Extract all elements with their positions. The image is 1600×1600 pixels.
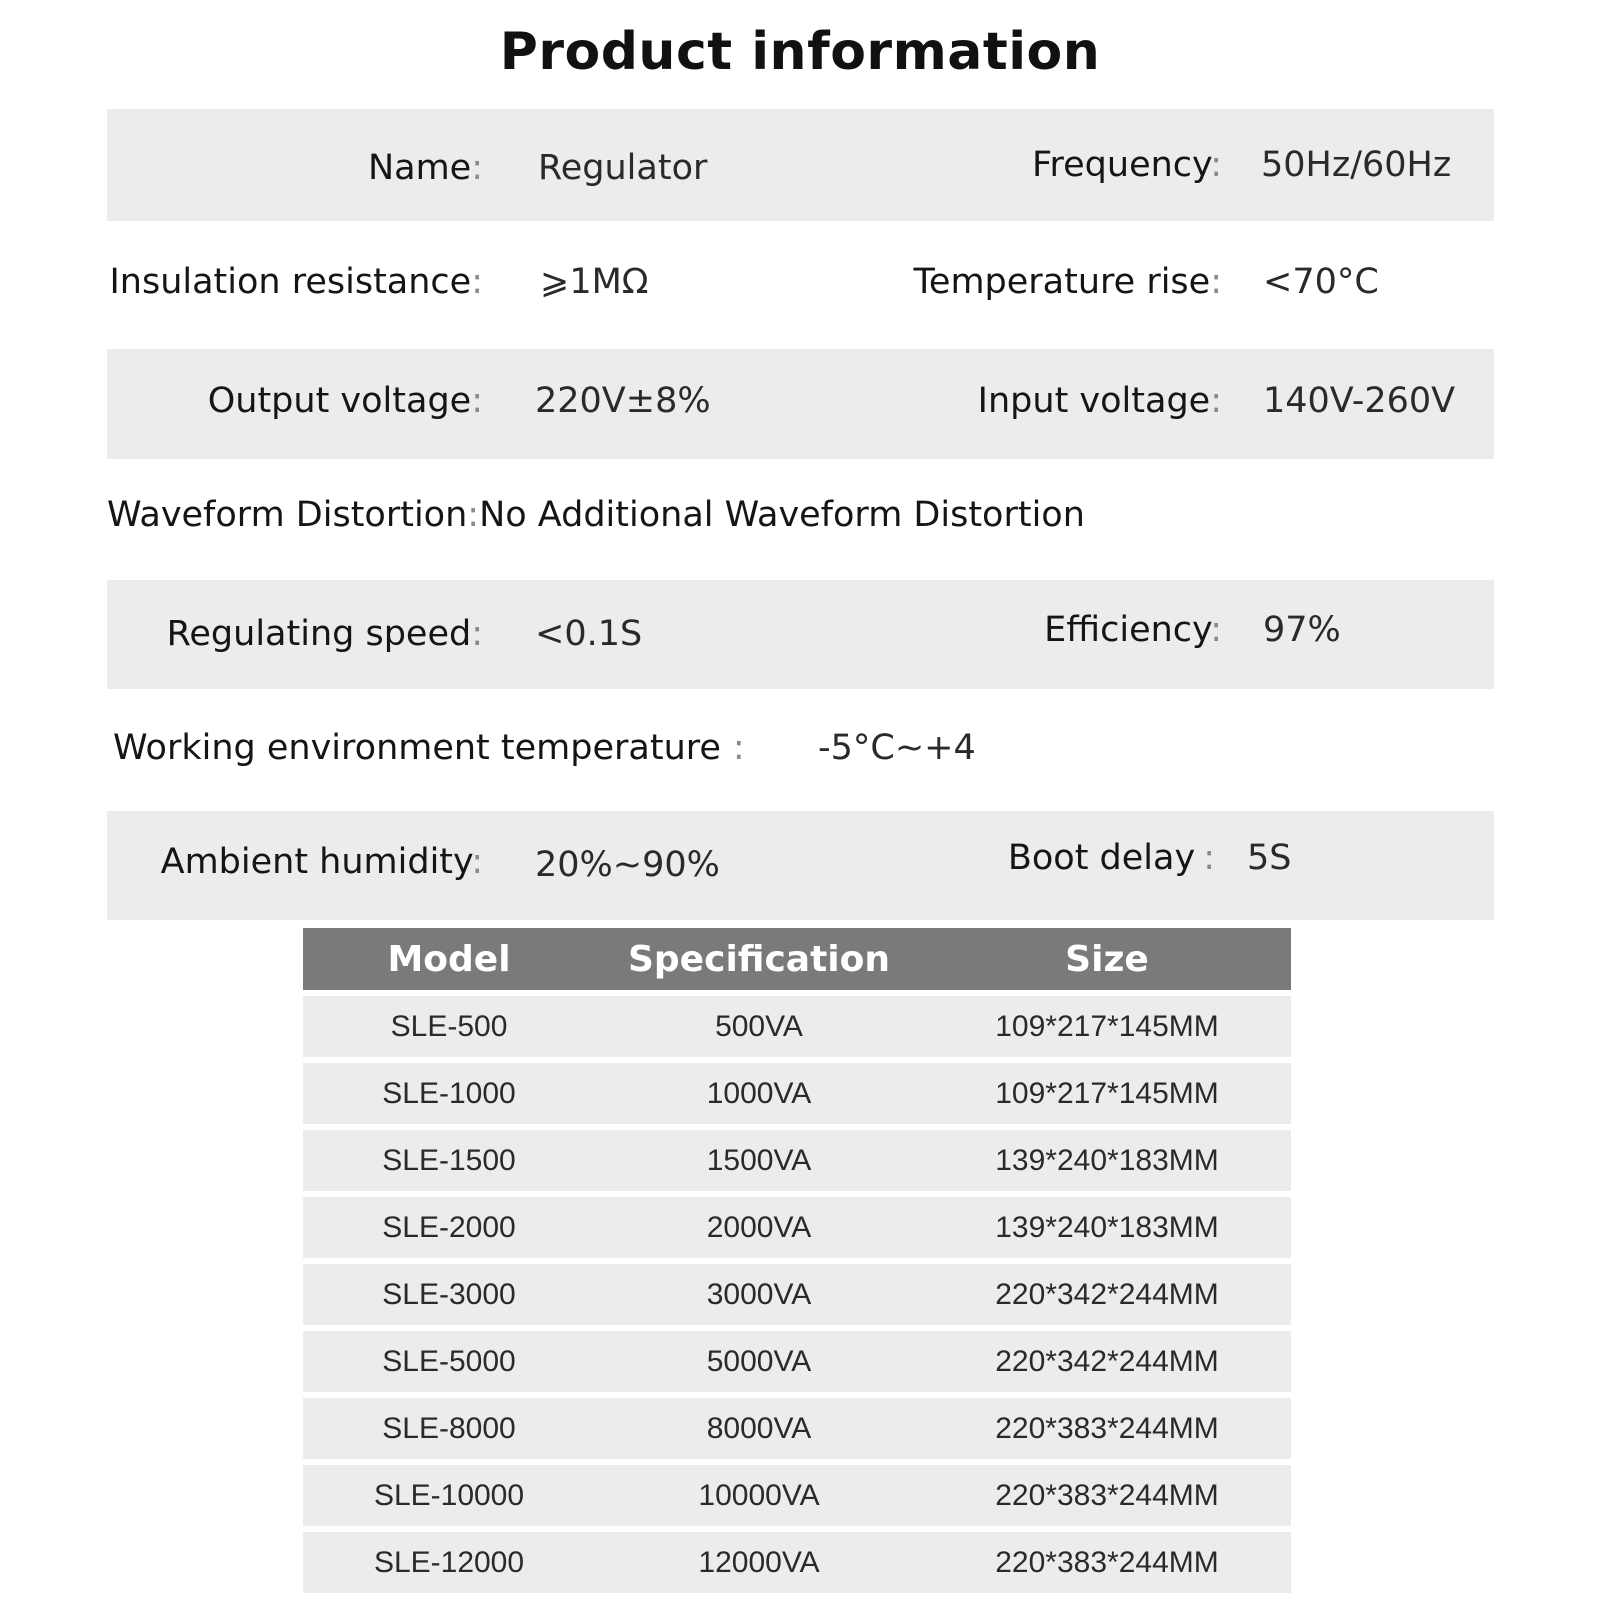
- spec-efficiency-value: 97%: [1263, 610, 1341, 650]
- spec-regulating-speed-label: Regulating speed:: [166, 614, 483, 654]
- spec-temp-rise-value: <70°C: [1263, 262, 1379, 302]
- header-model: Model: [387, 938, 511, 980]
- cell-specification: 500VA: [715, 1009, 803, 1043]
- model-table: [303, 928, 1291, 1593]
- header-size: Size: [1065, 938, 1149, 980]
- spec-humidity-label: Ambient humidity:: [160, 842, 483, 882]
- cell-model: SLE-1000: [382, 1076, 516, 1110]
- cell-specification: 12000VA: [698, 1545, 820, 1579]
- cell-specification: 1500VA: [706, 1143, 812, 1177]
- spec-insulation-value: ⩾1MΩ: [540, 262, 649, 302]
- spec-input-voltage-label: Input voltage:: [977, 381, 1222, 421]
- spec-working-temp-label: Working environment temperature :: [113, 728, 745, 768]
- table-row: [303, 1465, 1291, 1526]
- cell-model: SLE-3000: [382, 1277, 516, 1311]
- table-header: [303, 928, 1291, 990]
- spec-waveform: Waveform Distortion:No Additional Waveform Distortion: [107, 495, 1085, 535]
- table-row: [303, 1130, 1291, 1191]
- spec-name-label: Name:: [367, 148, 483, 188]
- cell-size: 220*342*244MM: [995, 1277, 1219, 1311]
- cell-model: SLE-8000: [382, 1411, 516, 1445]
- spec-humidity-value: 20%~90%: [535, 845, 720, 885]
- cell-size: 109*217*145MM: [995, 1076, 1219, 1110]
- spec-waveform-value: No Additional Waveform Distortion: [479, 495, 1085, 535]
- table-row: [303, 996, 1291, 1057]
- spec-waveform-label: Waveform Distortion: [107, 495, 468, 535]
- table-row: [303, 1264, 1291, 1325]
- cell-model: SLE-2000: [382, 1210, 516, 1244]
- spec-input-voltage-value: 140V-260V: [1263, 381, 1456, 421]
- spec-temp-rise-label: Temperature rise:: [913, 262, 1222, 302]
- cell-size: 220*342*244MM: [995, 1344, 1219, 1378]
- table-row: [303, 1197, 1291, 1258]
- table-row: [303, 1063, 1291, 1124]
- cell-specification: 8000VA: [706, 1411, 812, 1445]
- page-title: Product information: [499, 22, 1101, 82]
- cell-size: 220*383*244MM: [995, 1411, 1219, 1445]
- cell-size: 220*383*244MM: [995, 1545, 1219, 1579]
- spec-working-temp-value: -5°C~+4: [818, 728, 976, 768]
- cell-specification: 10000VA: [698, 1478, 820, 1512]
- cell-specification: 3000VA: [706, 1277, 812, 1311]
- cell-model: SLE-12000: [373, 1545, 525, 1579]
- cell-size: 139*240*183MM: [995, 1143, 1219, 1177]
- cell-model: SLE-500: [390, 1009, 508, 1043]
- spec-name-value: Regulator: [538, 148, 708, 188]
- header-specification: Specification: [627, 938, 891, 980]
- cell-size: 220*383*244MM: [995, 1478, 1219, 1512]
- cell-specification: 5000VA: [706, 1344, 812, 1378]
- spec-output-voltage-label: Output voltage:: [207, 381, 483, 421]
- spec-frequency-label: Frequency:: [1031, 145, 1222, 185]
- cell-size: 139*240*183MM: [995, 1210, 1219, 1244]
- cell-specification: 1000VA: [706, 1076, 812, 1110]
- spec-frequency-value: 50Hz/60Hz: [1261, 145, 1452, 185]
- spec-regulating-speed-value: <0.1S: [535, 614, 643, 654]
- cell-model: SLE-1500: [382, 1143, 516, 1177]
- table-row: [303, 1532, 1291, 1593]
- spec-boot-delay-value: 5S: [1247, 838, 1292, 878]
- cell-model: SLE-5000: [382, 1344, 516, 1378]
- spec-efficiency-label: Efficiency:: [1044, 610, 1222, 650]
- table-row: [303, 1398, 1291, 1459]
- spec-boot-delay-label: Boot delay :: [1007, 838, 1215, 878]
- cell-specification: 2000VA: [706, 1210, 812, 1244]
- spec-insulation-label: Insulation resistance:: [109, 262, 483, 302]
- cell-model: SLE-10000: [373, 1478, 525, 1512]
- table-row: [303, 1331, 1291, 1392]
- cell-size: 109*217*145MM: [995, 1009, 1219, 1043]
- spec-output-voltage-value: 220V±8%: [535, 381, 711, 421]
